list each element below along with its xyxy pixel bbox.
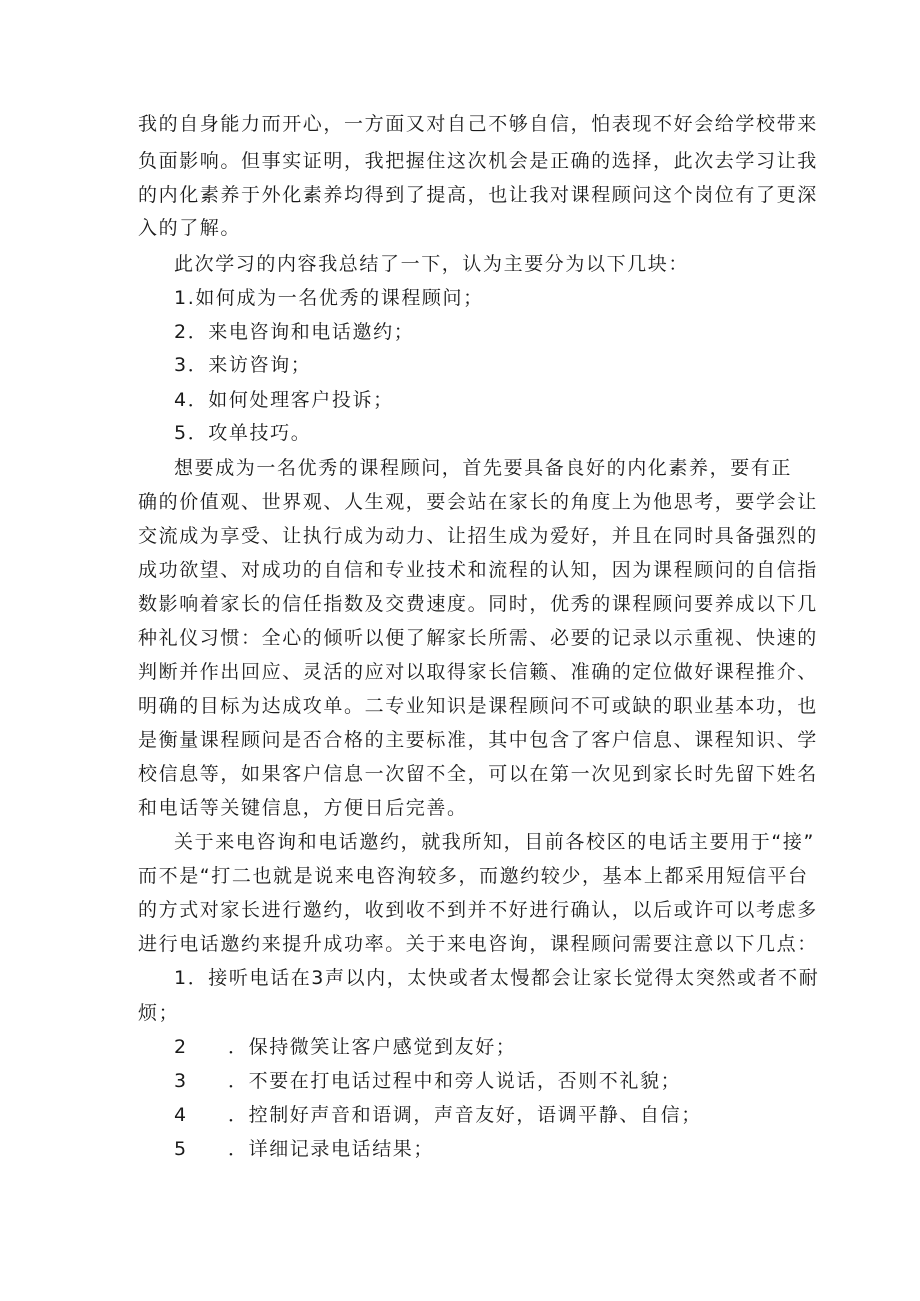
topic-item: 3．来访咨询； [174, 354, 312, 376]
topic-item: 5．攻单技巧。 [174, 422, 312, 444]
phone-tip-item: 1．接听电话在3声以内，太快或者太慢都会让家长觉得太突然或者不耐 [174, 967, 820, 989]
paragraph-line: 是衡量课程顾问是否合格的主要标准，其中包含了客户信息、课程知识、学 [138, 729, 818, 751]
topic-item: 1.如何成为一名优秀的课程顾问； [174, 287, 484, 309]
topic-item: 4．如何处理客户投诉； [174, 389, 394, 411]
paragraph-line: 确的价值观、世界观、人生观，要会站在家长的角度上为他思考，要学会让 [138, 491, 818, 513]
topic-item: 2．来电咨询和电话邀约； [174, 321, 415, 343]
paragraph-line: 数影响着家长的信任指数及交费速度。同时，优秀的课程顾问要养成以下几 [138, 593, 818, 615]
phone-tip-text: ．控制好声音和语调，声音友好，语调平静、自信； [228, 1104, 702, 1126]
paragraph-line: 成功欲望、对成功的自信和专业技术和流程的认知，因为课程顾问的自信指 [138, 559, 818, 581]
paragraph-line: 的内化素养于外化素养均得到了提高，也让我对课程顾问这个岗位有了更深 [138, 184, 818, 206]
paragraph-line: 和电话等关键信息，方便日后完善。 [138, 797, 468, 819]
phone-tip-text: ．详细记录电话结果； [228, 1138, 435, 1160]
paragraph-line: 判断并作出回应、灵活的应对以取得家长信籁、准确的定位做好课程推介、 [138, 661, 818, 683]
phone-tip-number: 2 [174, 1036, 187, 1058]
paragraph-line: 明确的目标为达成攻单。二专业知识是课程顾问不可或缺的职业基本功，也 [138, 695, 818, 717]
phone-tip-number: 3 [174, 1070, 187, 1092]
paragraph-line: 而不是“打二也就是说来电咨洵较多，而邀约较少，基本上都采用短信平台 [138, 865, 809, 887]
paragraph-line: 我的自身能力而开心，一方面又对自己不够自信，怕表现不好会给学校带来 [138, 113, 818, 135]
summary-intro: 此次学习的内容我总结了一下，认为主要分为以下几块： [174, 253, 690, 275]
paragraph-line: 校信息等，如果客户信息一次留不全，可以在第一次见到家长时先留下姓名 [138, 763, 818, 785]
phone-tip-item: 烦； [138, 1002, 180, 1024]
paragraph-line: 入的了解。 [138, 217, 242, 239]
phone-tip-number: 4 [174, 1104, 187, 1126]
paragraph-line: 的方式对家长进行邀约，收到收不到并不好进行确认，以后或许可以考虑多 [138, 899, 818, 921]
phone-tip-text: ．保持微笑让客户感觉到友好； [228, 1036, 517, 1058]
phone-tip-number: 5 [174, 1138, 187, 1160]
paragraph-line: 关于来电咨询和电话邀约，就我所知，目前各校区的电话主要用于“接” [174, 831, 815, 853]
paragraph-line: 交流成为享受、让执行成为动力、让招生成为爱好，并且在同时具备强烈的 [138, 525, 818, 547]
paragraph-line: 负面影响。但事实证明，我把握住这次机会是正确的选择，此次去学习让我 [138, 150, 818, 172]
paragraph-line: 进行电话邀约来提升成功率。关于来电咨询，课程顾问需要注意以下几点： [138, 933, 818, 955]
phone-tip-text: ．不要在打电话过程中和旁人说话，否则不礼貌； [228, 1070, 682, 1092]
paragraph-line: 想要成为一名优秀的课程顾问，首先要具备良好的内化素养，要有正 [174, 457, 793, 479]
paragraph-line: 种礼仪习惯：全心的倾听以便了解家长所需、必要的记录以示重视、快速的 [138, 627, 818, 649]
